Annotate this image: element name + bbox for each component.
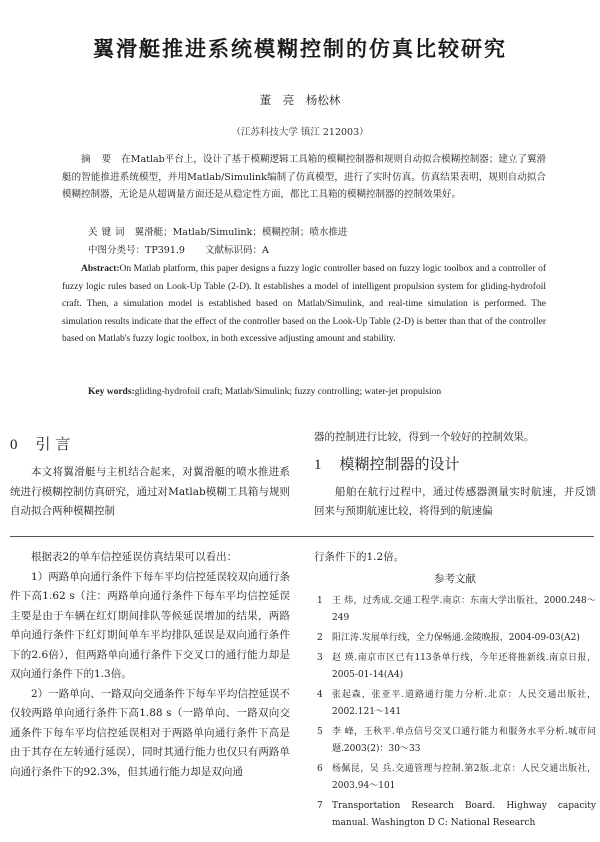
continued-text: 器的控制进行比较，得到一个较好的控制效果。 [314,431,535,443]
reference-text: 李 峰，王秋平.单点信号交叉口通行能力和服务水平分析.城市问题.2003(2)：30～33 [332,727,596,754]
reference-text: 张起森，张亚平.道路通行能力分析.北京：人民交通出版社，2002.121～141 [332,690,596,717]
section-title: 引 言 [35,435,71,453]
reference-number: 1 [317,596,323,606]
classification [88,242,269,256]
clc-value: TP391.9 [145,245,185,256]
abstract-cn-label: 摘 要 [81,154,116,165]
page-divider [10,536,594,537]
abstract-en-text: On Matlab platform, this paper designs a fuzzy logic controller based on fuzzy logic toolbox and a controller of fuzzy logic rules based on Look-Up Table (2-D). It establishes a model of intelligent propulsion system for gliding-hydrofoil craft. Then, a simulation model is established based on Matlab/Simulink, and real-time simulation is performed. The simulation results indicate that the effect of the controller based on the Look-Up Table (2-D) is better than that of the controller based on Matlab's fuzzy logic toolbox, in both excessive adjusting amount and stability. [62,264,546,344]
reference-number: 6 [317,764,323,774]
upper-left-column [10,432,290,522]
keywords-cn-label: 关键词 [88,227,129,238]
abstract-cn [62,151,546,204]
reference-text: 阳江涛.发展单行线，全力保畅通.金陵晚报，2004-09-03(A2) [332,633,580,643]
section-number: 1 [314,456,322,473]
section-number: 0 [10,437,18,453]
reference-number: 5 [317,727,323,737]
reference-text: 王 炜，过秀成.交通工程学.南京：东南大学出版社，2000.248～249 [332,596,596,623]
reference-item [314,650,596,684]
reference-item [314,798,596,832]
keywords-en-text: gliding-hydrofoil craft; Matlab/Simulink; fuzzy controlling; water-jet propulsion [134,387,442,397]
reference-item [314,687,596,721]
keywords-cn [88,224,347,238]
reference-text: 杨佩昆，吴 兵.交通管理与控制.第2版.北京：人民交通出版社，2003.94～101 [332,764,596,791]
keywords-cn-text: 翼滑艇；Matlab/Simulink；模糊控制；喷水推进 [134,227,348,238]
reference-number: 7 [317,801,323,811]
authors: 董 亮 杨松林 [259,93,341,107]
abstract-cn-text: 在Matlab平台上，设计了基于模糊逻辑工具箱的模糊控制器和规则自动拟合模糊控制器；建立了翼滑艇的智能推进系统模型，并用Matlab/Simulink编制了仿真模型，进行了实时仿真。仿真结果表明，规则自动拟合模糊控制器，无论是从超调量方面还是从稳定性方面，都比工具箱的模糊控制器的控制效果好。 [62,154,546,200]
design-paragraph: 船舶在航行过程中，通过传感器测量实时航速，并反馈回来与预期航速比较，将得到的航速偏 [314,485,596,517]
reference-item [314,761,596,795]
reference-text: 赵 瑛.南京市区已有113条单行线，今年还将推新线.南京日报，2005-01-14(A4) [332,653,596,680]
lower-right-column [314,548,596,835]
reference-text: Transportation Research Board. Highway capacity manual. Washington D C: National Research [332,801,596,828]
section-heading-intro [10,432,290,457]
reference-item [314,593,596,627]
results-point-2: 2）一路单向、一路双向交通条件下每车平均信控延误不仅较两路单向通行条件下高1.88 s（一路单向、一路双向交通条件下每车平均信控延误相对于两路单向通行条件下高是由于其存在左转通行延误），同时其通行能力也仅只有两路单向通行条件下的92.3%，但其通行能力却是双向通 [10,687,290,778]
reference-item [314,630,596,647]
references-list [314,593,596,832]
clc-label: 中图分类号： [88,245,146,256]
continued-text: 行条件下的1.2倍。 [314,551,405,563]
references-heading: 参考文献 [434,572,476,585]
lower-left-column [10,548,290,782]
section-heading-design [314,452,596,477]
results-point-1: 1）两路单向通行条件下每车平均信控延误较双向通行条件下高1.62 s（注：两路单向通行条件下每车平均信控延误主要是由于车辆在红灯期间排队等候延误增加的结果，两路单向通行条件下红灯期间单车平均排队延误是双向通行条件下的2.6倍），但两路单向通行条件下交叉口的通行能力却是双向通行条件下的1.3倍。 [10,570,290,680]
paper-title: 翼滑艇推进系统模糊控制的仿真比较研究 [93,37,507,61]
abstract-en [62,261,546,349]
keywords-en [88,387,441,397]
affiliation: （江苏科技大学 镇江 212003） [231,127,369,138]
doc-code-label: 文献标识码： [204,245,262,256]
abstract-en-label: Abstract: [81,264,120,274]
reference-item [314,724,596,758]
reference-number: 3 [317,653,323,663]
upper-right-column [314,428,596,522]
keywords-en-label: Key words: [88,387,135,397]
results-paragraph: 根据表2的单车信控延误仿真结果可以看出： [31,551,238,563]
doc-code-value: A [261,245,269,256]
intro-paragraph: 本文将翼滑艇与主机结合起来，对翼滑艇的喷水推进系统进行模糊控制仿真研究，通过对Matlab模糊工具箱与规则自动拟合两种模糊控制 [10,466,290,517]
reference-number: 2 [317,633,323,643]
reference-number: 4 [317,690,323,700]
section-title: 模糊控制器的设计 [339,454,460,473]
